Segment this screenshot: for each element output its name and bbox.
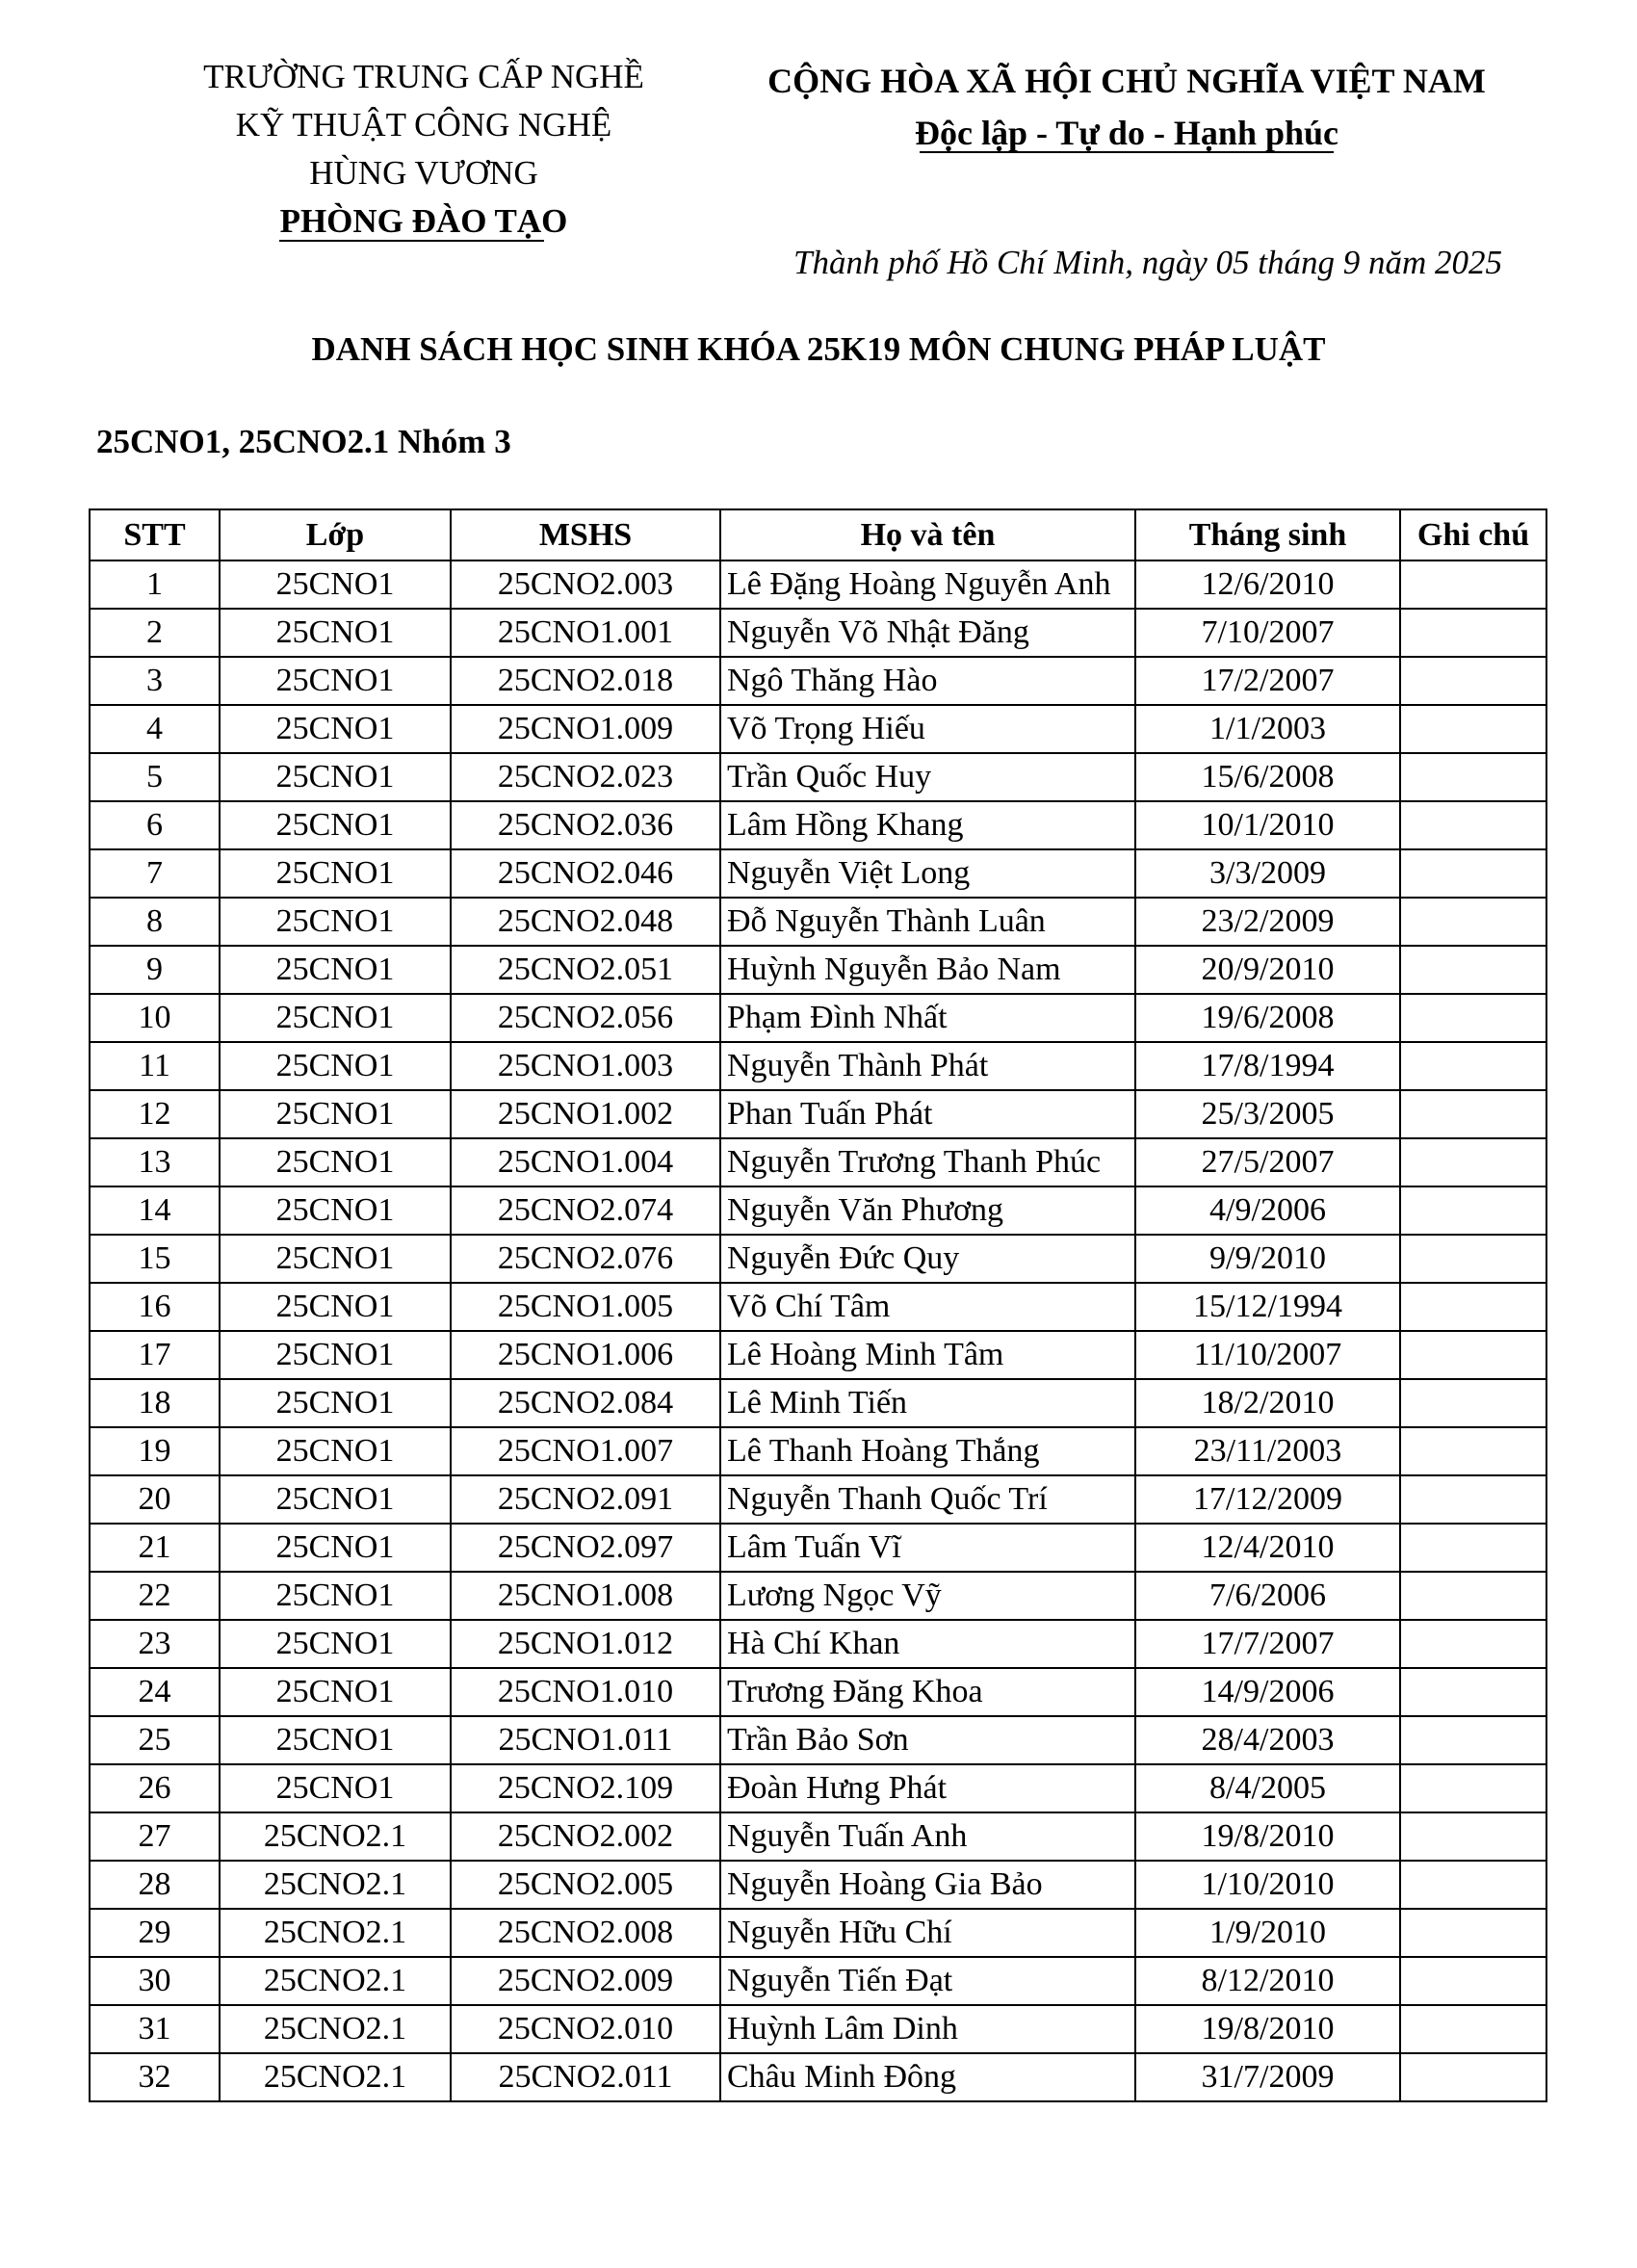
- table-row: [90, 2005, 1546, 2053]
- cell-full-name: Nguyễn Hoàng Gia Bảo: [720, 1861, 1135, 1909]
- cell-student-id: 25CNO2.074: [451, 1186, 720, 1235]
- cell-notes: [1400, 1090, 1546, 1138]
- cell-birth-date: 8/4/2005: [1135, 1764, 1400, 1812]
- cell-birth-date: 23/11/2003: [1135, 1427, 1400, 1475]
- cell-full-name: Trương Đăng Khoa: [720, 1668, 1135, 1716]
- table-row: [90, 1331, 1546, 1379]
- cell-notes: [1400, 1812, 1546, 1861]
- table-row: [90, 849, 1546, 898]
- cell-class: 25CNO1: [220, 1042, 451, 1090]
- cell-student-id: 25CNO2.036: [451, 801, 720, 849]
- cell-birth-date: 25/3/2005: [1135, 1090, 1400, 1138]
- cell-student-id: 25CNO2.109: [451, 1764, 720, 1812]
- cell-birth-date: 15/6/2008: [1135, 753, 1400, 801]
- cell-notes: [1400, 1572, 1546, 1620]
- cell-student-id: 25CNO2.010: [451, 2005, 720, 2053]
- table-row: [90, 1475, 1546, 1524]
- cell-birth-date: 9/9/2010: [1135, 1235, 1400, 1283]
- table-header-row: [90, 509, 1546, 560]
- cell-notes: [1400, 1764, 1546, 1812]
- table-row: [90, 1524, 1546, 1572]
- cell-birth-date: 11/10/2007: [1135, 1331, 1400, 1379]
- table-row: [90, 1186, 1546, 1235]
- cell-stt: 28: [90, 1861, 220, 1909]
- motto-underline: [920, 151, 1334, 153]
- table-row: [90, 898, 1546, 946]
- cell-class: 25CNO1: [220, 1427, 451, 1475]
- cell-notes: [1400, 609, 1546, 657]
- table-row: [90, 1957, 1546, 2005]
- cell-class: 25CNO1: [220, 1716, 451, 1764]
- school-header: [135, 53, 713, 246]
- cell-class: 25CNO1: [220, 1138, 451, 1186]
- cell-birth-date: 15/12/1994: [1135, 1283, 1400, 1331]
- school-name-line-1: TRƯỜNG TRUNG CẤP NGHỀ: [203, 58, 644, 95]
- table-row: [90, 1042, 1546, 1090]
- cell-stt: 20: [90, 1475, 220, 1524]
- cell-full-name: Huỳnh Nguyễn Bảo Nam: [720, 946, 1135, 994]
- cell-class: 25CNO1: [220, 1572, 451, 1620]
- cell-birth-date: 4/9/2006: [1135, 1186, 1400, 1235]
- cell-notes: [1400, 1138, 1546, 1186]
- cell-full-name: Lê Đặng Hoàng Nguyễn Anh: [720, 560, 1135, 609]
- cell-birth-date: 7/6/2006: [1135, 1572, 1400, 1620]
- cell-class: 25CNO1: [220, 753, 451, 801]
- cell-class: 25CNO1: [220, 898, 451, 946]
- table-row: [90, 1138, 1546, 1186]
- cell-full-name: Võ Trọng Hiếu: [720, 705, 1135, 753]
- cell-class: 25CNO1: [220, 1090, 451, 1138]
- cell-class: 25CNO1: [220, 1475, 451, 1524]
- cell-class: 25CNO2.1: [220, 1909, 451, 1957]
- cell-full-name: Nguyễn Thành Phát: [720, 1042, 1135, 1090]
- cell-notes: [1400, 1186, 1546, 1235]
- cell-full-name: Nguyễn Việt Long: [720, 849, 1135, 898]
- cell-student-id: 25CNO1.005: [451, 1283, 720, 1331]
- column-header-birth-date: Tháng sinh: [1135, 509, 1400, 560]
- cell-full-name: Trần Quốc Huy: [720, 753, 1135, 801]
- cell-student-id: 25CNO2.003: [451, 560, 720, 609]
- cell-notes: [1400, 1042, 1546, 1090]
- cell-notes: [1400, 801, 1546, 849]
- cell-birth-date: 19/6/2008: [1135, 994, 1400, 1042]
- cell-student-id: 25CNO2.056: [451, 994, 720, 1042]
- school-name-line-3: HÙNG VƯƠNG: [309, 154, 538, 192]
- cell-student-id: 25CNO1.004: [451, 1138, 720, 1186]
- cell-stt: 6: [90, 801, 220, 849]
- cell-student-id: 25CNO1.007: [451, 1427, 720, 1475]
- cell-birth-date: 17/12/2009: [1135, 1475, 1400, 1524]
- column-header-full-name: Họ và tên: [720, 509, 1135, 560]
- cell-full-name: Lương Ngọc Vỹ: [720, 1572, 1135, 1620]
- cell-notes: [1400, 1861, 1546, 1909]
- cell-stt: 2: [90, 609, 220, 657]
- cell-class: 25CNO1: [220, 657, 451, 705]
- cell-full-name: Nguyễn Đức Quy: [720, 1235, 1135, 1283]
- cell-stt: 18: [90, 1379, 220, 1427]
- cell-class: 25CNO2.1: [220, 2005, 451, 2053]
- cell-birth-date: 17/8/1994: [1135, 1042, 1400, 1090]
- cell-notes: [1400, 898, 1546, 946]
- cell-class: 25CNO2.1: [220, 1957, 451, 2005]
- national-header: [732, 55, 1521, 159]
- cell-stt: 15: [90, 1235, 220, 1283]
- cell-stt: 27: [90, 1812, 220, 1861]
- table-row: [90, 1379, 1546, 1427]
- cell-student-id: 25CNO2.076: [451, 1235, 720, 1283]
- cell-notes: [1400, 1331, 1546, 1379]
- cell-stt: 19: [90, 1427, 220, 1475]
- cell-stt: 4: [90, 705, 220, 753]
- cell-stt: 31: [90, 2005, 220, 2053]
- cell-birth-date: 7/10/2007: [1135, 609, 1400, 657]
- cell-birth-date: 12/6/2010: [1135, 560, 1400, 609]
- cell-full-name: Lê Minh Tiến: [720, 1379, 1135, 1427]
- cell-birth-date: 17/7/2007: [1135, 1620, 1400, 1668]
- cell-notes: [1400, 1475, 1546, 1524]
- cell-full-name: Hà Chí Khan: [720, 1620, 1135, 1668]
- table-row: [90, 946, 1546, 994]
- national-motto: Độc lập - Tự do - Hạnh phúc: [914, 114, 1339, 152]
- student-table: [89, 508, 1547, 2102]
- cell-birth-date: 20/9/2010: [1135, 946, 1400, 994]
- cell-notes: [1400, 946, 1546, 994]
- cell-full-name: Ngô Thăng Hào: [720, 657, 1135, 705]
- cell-stt: 14: [90, 1186, 220, 1235]
- cell-class: 25CNO1: [220, 1331, 451, 1379]
- cell-stt: 7: [90, 849, 220, 898]
- column-header-student-id: MSHS: [451, 509, 720, 560]
- cell-student-id: 25CNO2.005: [451, 1861, 720, 1909]
- cell-stt: 11: [90, 1042, 220, 1090]
- cell-student-id: 25CNO2.048: [451, 898, 720, 946]
- cell-full-name: Nguyễn Tuấn Anh: [720, 1812, 1135, 1861]
- table-row: [90, 1090, 1546, 1138]
- cell-birth-date: 31/7/2009: [1135, 2053, 1400, 2101]
- column-header-class: Lớp: [220, 509, 451, 560]
- table-row: [90, 1668, 1546, 1716]
- table-row: [90, 705, 1546, 753]
- cell-notes: [1400, 849, 1546, 898]
- school-name-line-2: KỸ THUẬT CÔNG NGHỆ: [235, 106, 612, 143]
- cell-stt: 25: [90, 1716, 220, 1764]
- cell-stt: 8: [90, 898, 220, 946]
- cell-full-name: Nguyễn Võ Nhật Đăng: [720, 609, 1135, 657]
- table-row: [90, 1427, 1546, 1475]
- cell-full-name: Phạm Đình Nhất: [720, 994, 1135, 1042]
- class-group-label: 25CNO1, 25CNO2.1 Nhóm 3: [96, 423, 511, 460]
- cell-stt: 9: [90, 946, 220, 994]
- cell-student-id: 25CNO2.046: [451, 849, 720, 898]
- cell-notes: [1400, 705, 1546, 753]
- cell-class: 25CNO1: [220, 1668, 451, 1716]
- cell-stt: 23: [90, 1620, 220, 1668]
- table-row: [90, 1909, 1546, 1957]
- cell-student-id: 25CNO2.002: [451, 1812, 720, 1861]
- cell-student-id: 25CNO2.091: [451, 1475, 720, 1524]
- cell-birth-date: 18/2/2010: [1135, 1379, 1400, 1427]
- cell-stt: 32: [90, 2053, 220, 2101]
- cell-class: 25CNO2.1: [220, 1861, 451, 1909]
- cell-birth-date: 27/5/2007: [1135, 1138, 1400, 1186]
- cell-notes: [1400, 1524, 1546, 1572]
- table-row: [90, 801, 1546, 849]
- cell-full-name: Nguyễn Văn Phương: [720, 1186, 1135, 1235]
- cell-full-name: Đỗ Nguyễn Thành Luân: [720, 898, 1135, 946]
- cell-student-id: 25CNO1.002: [451, 1090, 720, 1138]
- cell-student-id: 25CNO1.012: [451, 1620, 720, 1668]
- cell-student-id: 25CNO1.003: [451, 1042, 720, 1090]
- cell-notes: [1400, 1909, 1546, 1957]
- cell-notes: [1400, 994, 1546, 1042]
- cell-student-id: 25CNO1.006: [451, 1331, 720, 1379]
- cell-stt: 24: [90, 1668, 220, 1716]
- cell-birth-date: 12/4/2010: [1135, 1524, 1400, 1572]
- cell-class: 25CNO1: [220, 1235, 451, 1283]
- cell-notes: [1400, 2005, 1546, 2053]
- cell-full-name: Lê Hoàng Minh Tâm: [720, 1331, 1135, 1379]
- cell-full-name: Nguyễn Thanh Quốc Trí: [720, 1475, 1135, 1524]
- cell-full-name: Lê Thanh Hoàng Thắng: [720, 1427, 1135, 1475]
- cell-full-name: Lâm Tuấn Vĩ: [720, 1524, 1135, 1572]
- table-row: [90, 1572, 1546, 1620]
- cell-stt: 30: [90, 1957, 220, 2005]
- cell-student-id: 25CNO1.009: [451, 705, 720, 753]
- cell-class: 25CNO1: [220, 1186, 451, 1235]
- cell-birth-date: 1/1/2003: [1135, 705, 1400, 753]
- cell-student-id: 25CNO1.008: [451, 1572, 720, 1620]
- table-row: [90, 994, 1546, 1042]
- table-row: [90, 1283, 1546, 1331]
- cell-full-name: Lâm Hồng Khang: [720, 801, 1135, 849]
- cell-stt: 3: [90, 657, 220, 705]
- cell-class: 25CNO1: [220, 1524, 451, 1572]
- cell-student-id: 25CNO2.051: [451, 946, 720, 994]
- cell-full-name: Phan Tuấn Phát: [720, 1090, 1135, 1138]
- cell-stt: 26: [90, 1764, 220, 1812]
- cell-notes: [1400, 560, 1546, 609]
- table-row: [90, 753, 1546, 801]
- table-row: [90, 609, 1546, 657]
- cell-student-id: 25CNO2.018: [451, 657, 720, 705]
- cell-notes: [1400, 1668, 1546, 1716]
- cell-full-name: Nguyễn Trương Thanh Phúc: [720, 1138, 1135, 1186]
- cell-notes: [1400, 1283, 1546, 1331]
- cell-birth-date: 10/1/2010: [1135, 801, 1400, 849]
- table-row: [90, 1716, 1546, 1764]
- cell-birth-date: 28/4/2003: [1135, 1716, 1400, 1764]
- cell-birth-date: 14/9/2006: [1135, 1668, 1400, 1716]
- table-row: [90, 560, 1546, 609]
- cell-class: 25CNO1: [220, 560, 451, 609]
- cell-full-name: Nguyễn Hữu Chí: [720, 1909, 1135, 1957]
- table-body: [90, 560, 1546, 2101]
- cell-class: 25CNO2.1: [220, 2053, 451, 2101]
- cell-stt: 12: [90, 1090, 220, 1138]
- cell-full-name: Võ Chí Tâm: [720, 1283, 1135, 1331]
- cell-student-id: 25CNO2.084: [451, 1379, 720, 1427]
- cell-stt: 13: [90, 1138, 220, 1186]
- cell-class: 25CNO1: [220, 705, 451, 753]
- cell-birth-date: 8/12/2010: [1135, 1957, 1400, 2005]
- cell-student-id: 25CNO2.023: [451, 753, 720, 801]
- cell-notes: [1400, 657, 1546, 705]
- cell-full-name: Huỳnh Lâm Dinh: [720, 2005, 1135, 2053]
- cell-notes: [1400, 1716, 1546, 1764]
- cell-birth-date: 1/9/2010: [1135, 1909, 1400, 1957]
- table-row: [90, 1812, 1546, 1861]
- cell-student-id: 25CNO2.008: [451, 1909, 720, 1957]
- department-name: PHÒNG ĐÀO TẠO: [279, 202, 568, 240]
- table-row: [90, 2053, 1546, 2101]
- cell-stt: 22: [90, 1572, 220, 1620]
- cell-full-name: Trần Bảo Sơn: [720, 1716, 1135, 1764]
- cell-class: 25CNO1: [220, 994, 451, 1042]
- table-row: [90, 1620, 1546, 1668]
- country-name: CỘNG HÒA XÃ HỘI CHỦ NGHĨA VIỆT NAM: [767, 62, 1486, 100]
- column-header-notes: Ghi chú: [1400, 509, 1546, 560]
- date-line: Thành phố Hồ Chí Minh, ngày 05 tháng 9 năm 2025: [793, 244, 1502, 281]
- cell-birth-date: 17/2/2007: [1135, 657, 1400, 705]
- cell-notes: [1400, 753, 1546, 801]
- cell-class: 25CNO1: [220, 849, 451, 898]
- cell-student-id: 25CNO2.097: [451, 1524, 720, 1572]
- cell-birth-date: 1/10/2010: [1135, 1861, 1400, 1909]
- column-header-stt: STT: [90, 509, 220, 560]
- cell-student-id: 25CNO1.010: [451, 1668, 720, 1716]
- table-row: [90, 657, 1546, 705]
- cell-class: 25CNO1: [220, 1283, 451, 1331]
- cell-full-name: Đoàn Hưng Phát: [720, 1764, 1135, 1812]
- cell-class: 25CNO1: [220, 1620, 451, 1668]
- cell-notes: [1400, 1957, 1546, 2005]
- table-row: [90, 1764, 1546, 1812]
- cell-notes: [1400, 1620, 1546, 1668]
- cell-student-id: 25CNO1.001: [451, 609, 720, 657]
- cell-notes: [1400, 1427, 1546, 1475]
- cell-stt: 5: [90, 753, 220, 801]
- cell-stt: 10: [90, 994, 220, 1042]
- cell-notes: [1400, 2053, 1546, 2101]
- cell-class: 25CNO1: [220, 1379, 451, 1427]
- cell-birth-date: 3/3/2009: [1135, 849, 1400, 898]
- document-title: DANH SÁCH HỌC SINH KHÓA 25K19 MÔN CHUNG PHÁP LUẬT: [311, 330, 1326, 368]
- table-row: [90, 1235, 1546, 1283]
- cell-class: 25CNO1: [220, 609, 451, 657]
- cell-class: 25CNO1: [220, 801, 451, 849]
- cell-student-id: 25CNO2.009: [451, 1957, 720, 2005]
- department-underline: [279, 240, 544, 242]
- cell-student-id: 25CNO1.011: [451, 1716, 720, 1764]
- cell-birth-date: 19/8/2010: [1135, 1812, 1400, 1861]
- cell-full-name: Nguyễn Tiến Đạt: [720, 1957, 1135, 2005]
- cell-birth-date: 19/8/2010: [1135, 2005, 1400, 2053]
- cell-stt: 17: [90, 1331, 220, 1379]
- cell-notes: [1400, 1235, 1546, 1283]
- cell-notes: [1400, 1379, 1546, 1427]
- cell-student-id: 25CNO2.011: [451, 2053, 720, 2101]
- cell-class: 25CNO2.1: [220, 1812, 451, 1861]
- cell-stt: 21: [90, 1524, 220, 1572]
- cell-stt: 29: [90, 1909, 220, 1957]
- cell-class: 25CNO1: [220, 1764, 451, 1812]
- cell-stt: 1: [90, 560, 220, 609]
- cell-birth-date: 23/2/2009: [1135, 898, 1400, 946]
- table-row: [90, 1861, 1546, 1909]
- cell-class: 25CNO1: [220, 946, 451, 994]
- cell-full-name: Châu Minh Đông: [720, 2053, 1135, 2101]
- cell-stt: 16: [90, 1283, 220, 1331]
